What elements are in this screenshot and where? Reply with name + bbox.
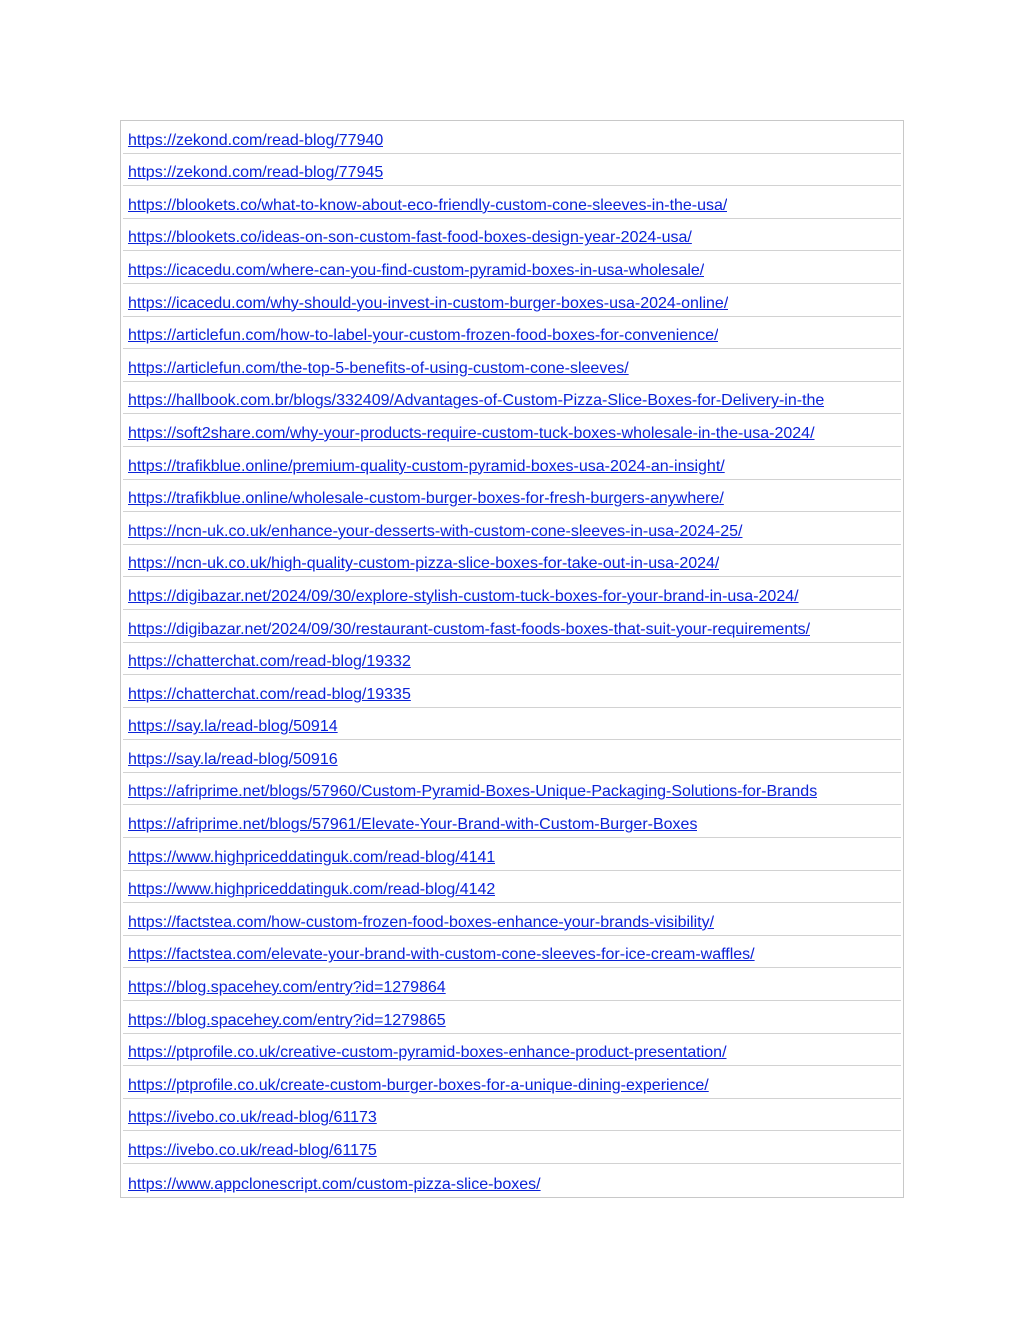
url-link[interactable]: https://chatterchat.com/read-blog/19332 — [128, 653, 411, 671]
table-row — [123, 1034, 901, 1067]
url-link[interactable]: https://blookets.co/ideas-on-son-custom-fast-food-boxes-design-year-2024-usa/ — [128, 229, 692, 247]
table-row — [123, 284, 901, 317]
url-link[interactable]: https://zekond.com/read-blog/77945 — [128, 164, 384, 182]
table-row — [123, 1164, 901, 1197]
url-link[interactable]: https://articlefun.com/how-to-label-your-custom-frozen-food-boxes-for-convenience/ — [128, 327, 719, 345]
table-row — [123, 186, 901, 219]
table-row — [123, 1001, 901, 1034]
url-link[interactable]: https://trafikblue.online/premium-quality-custom-pyramid-boxes-usa-2024-an-insight/ — [128, 457, 725, 475]
url-link[interactable]: https://icacedu.com/why-should-you-invest-in-custom-burger-boxes-usa-2024-online/ — [128, 294, 729, 312]
url-link[interactable]: https://chatterchat.com/read-blog/19335 — [128, 685, 411, 703]
table-row — [123, 643, 901, 676]
table-row — [123, 903, 901, 936]
url-link[interactable]: https://icacedu.com/where-can-you-find-custom-pyramid-boxes-in-usa-wholesale/ — [128, 261, 705, 279]
url-link[interactable]: https://ncn-uk.co.uk/high-quality-custom-pizza-slice-boxes-for-take-out-in-usa-2024/ — [128, 555, 720, 573]
url-link[interactable]: https://ncn-uk.co.uk/enhance-your-desserts-with-custom-cone-sleeves-in-usa-2024-25/ — [128, 522, 743, 540]
url-link[interactable]: https://soft2share.com/why-your-products-require-custom-tuck-boxes-wholesale-in-the-usa-2024/ — [128, 424, 815, 442]
table-row — [123, 871, 901, 904]
url-link[interactable]: https://digibazar.net/2024/09/30/restaurant-custom-fast-foods-boxes-that-suit-your-requirements/ — [128, 620, 811, 638]
url-link[interactable]: https://blog.spacehey.com/entry?id=1279864 — [128, 979, 446, 997]
table-row — [123, 480, 901, 513]
table-row — [123, 154, 901, 187]
table-row — [123, 1099, 901, 1132]
table-row — [123, 447, 901, 480]
table-row — [123, 219, 901, 252]
table-row — [123, 414, 901, 447]
url-link[interactable]: https://afriprime.net/blogs/57961/Elevate-Your-Brand-with-Custom-Burger-Boxes — [128, 816, 698, 834]
url-link[interactable]: https://www.appclonescript.com/custom-pizza-slice-boxes/ — [128, 1175, 541, 1193]
table-row — [123, 577, 901, 610]
url-link[interactable]: https://factstea.com/elevate-your-brand-with-custom-cone-sleeves-for-ice-cream-waffles/ — [128, 946, 755, 964]
table-row — [123, 675, 901, 708]
url-link[interactable]: https://factstea.com/how-custom-frozen-food-boxes-enhance-your-brands-visibility/ — [128, 913, 715, 931]
table-row — [123, 936, 901, 969]
url-link[interactable]: https://afriprime.net/blogs/57960/Custom-Pyramid-Boxes-Unique-Packaging-Solutions-for-Brands — [128, 783, 818, 801]
table-row — [123, 545, 901, 578]
url-link[interactable]: https://articlefun.com/the-top-5-benefits-of-using-custom-cone-sleeves/ — [128, 359, 629, 377]
url-link[interactable]: https://say.la/read-blog/50916 — [128, 750, 338, 768]
table-row — [123, 349, 901, 382]
url-link[interactable]: https://ivebo.co.uk/read-blog/61173 — [128, 1109, 377, 1127]
url-link[interactable]: https://blookets.co/what-to-know-about-eco-friendly-custom-cone-sleeves-in-the-usa/ — [128, 196, 728, 214]
table-row — [123, 121, 901, 154]
table-row — [123, 740, 901, 773]
table-row — [123, 382, 901, 415]
table-row — [123, 968, 901, 1001]
link-table — [120, 120, 904, 1198]
url-link[interactable]: https://say.la/read-blog/50914 — [128, 718, 338, 736]
url-link[interactable]: https://ivebo.co.uk/read-blog/61175 — [128, 1142, 377, 1159]
url-link[interactable]: https://zekond.com/read-blog/77940 — [128, 131, 384, 149]
table-row — [123, 610, 901, 643]
url-link[interactable]: https://ptprofile.co.uk/create-custom-burger-boxes-for-a-unique-dining-experience/ — [128, 1076, 709, 1094]
url-link[interactable]: https://ptprofile.co.uk/creative-custom-pyramid-boxes-enhance-product-presentation/ — [128, 1044, 727, 1062]
url-link[interactable]: https://blog.spacehey.com/entry?id=1279865 — [128, 1011, 446, 1029]
table-row — [123, 805, 901, 838]
table-row — [123, 251, 901, 284]
table-row — [123, 773, 901, 806]
url-link[interactable]: https://trafikblue.online/wholesale-custom-burger-boxes-for-fresh-burgers-anywhere/ — [128, 490, 724, 508]
url-link[interactable]: https://hallbook.com.br/blogs/332409/Advantages-of-Custom-Pizza-Slice-Boxes-for-Delivery-in-the — [128, 392, 825, 410]
url-link[interactable]: https://www.highpriceddatinguk.com/read-blog/4141 — [128, 848, 496, 866]
table-row — [123, 512, 901, 545]
url-link[interactable]: https://digibazar.net/2024/09/30/explore-stylish-custom-tuck-boxes-for-your-brand-in-usa-2024/ — [128, 587, 799, 605]
table-row — [123, 708, 901, 741]
url-link[interactable]: https://www.highpriceddatinguk.com/read-blog/4142 — [128, 881, 496, 899]
table-row — [123, 1066, 901, 1099]
table-row — [123, 1131, 901, 1164]
table-row — [123, 838, 901, 871]
table-row — [123, 317, 901, 350]
